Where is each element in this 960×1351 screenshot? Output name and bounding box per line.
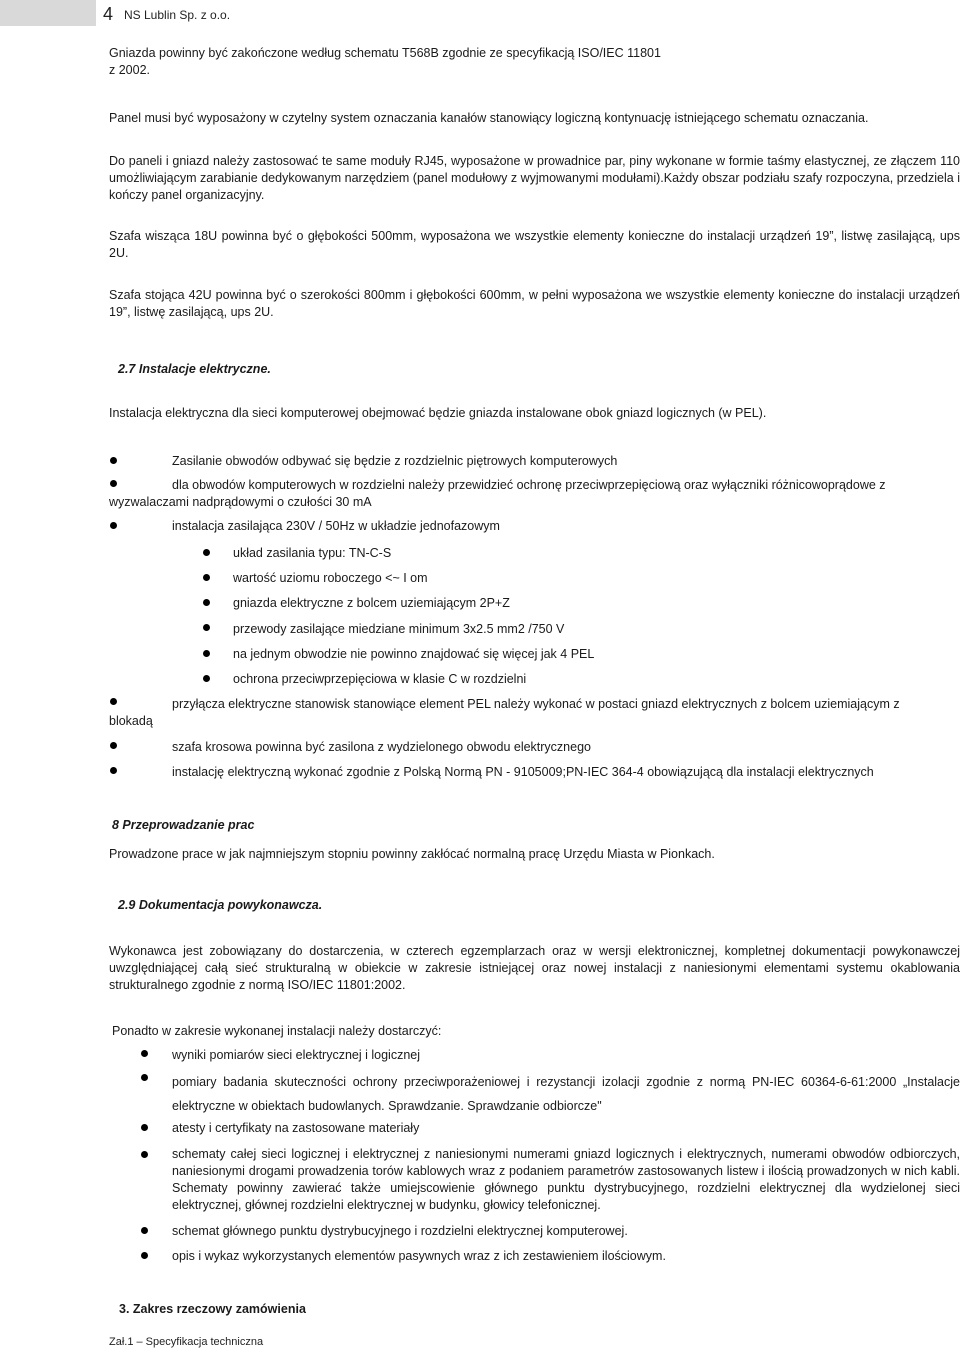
section-heading-2-7: 2.7 Instalacje elektryczne. bbox=[118, 362, 271, 376]
sub-bullet-dot bbox=[203, 624, 210, 631]
page-number: 4 bbox=[103, 4, 114, 24]
bullet-dot bbox=[141, 1074, 148, 1081]
list-item-continuation: wyzwalaczami nadprądowymi o czułości 30 mA bbox=[109, 495, 372, 509]
list-item: dla obwodów komputerowych w rozdzielni należy przewidzieć ochronę przeciwprzepięciową oraz wyłączniki różnicowoprądowe z bbox=[172, 478, 886, 492]
paragraph-standing-cabinet: Szafa stojąca 42U powinna być o szerokości 800mm i głębokości 600mm, w pełni wyposażona we wszystkie elementy konieczne do instalacji urządzeń 19”, listwę zasilającą, ups 2U. bbox=[109, 288, 960, 319]
sub-list-item: na jednym obwodzie nie powinno znajdować się więcej jak 4 PEL bbox=[233, 647, 595, 661]
sub-list-item: przewody zasilające miedziane minimum 3x2.5 mm2 /750 V bbox=[233, 622, 565, 636]
section-2-9-intro: Ponadto w zakresie wykonanej instalacji należy dostarczyć: bbox=[112, 1024, 442, 1038]
paragraph-sockets: Gniazda powinny być zakończone według schematu T568B zgodnie ze specyfikacją ISO/IEC 11801 z 2002. bbox=[109, 46, 661, 77]
bullet-dot bbox=[110, 480, 117, 487]
list-item-continuation: blokadą bbox=[109, 714, 153, 728]
bullet-dot bbox=[110, 742, 117, 749]
paragraph-wall-cabinet: Szafa wisząca 18U powinna być o głębokości 500mm, wyposażona we wszystkie elementy konieczne do instalacji urządzeń 19”, listwę zasilającą, ups 2U. bbox=[109, 229, 960, 260]
list-item: pomiary badania skuteczności ochrony przeciwporażeniowej i rezystancji izolacji zgodnie z normą PN-IEC 60364-6-61:2000 „Instalacje elektryczne w obiektach budowlanych. Sprawdzanie. Sprawdzanie odbiorcze" bbox=[172, 1075, 960, 1113]
list-item: opis i wykaz wykorzystanych elementów pasywnych wraz z ich zestawieniem ilościowym. bbox=[172, 1249, 666, 1263]
list-item: instalację elektryczną wykonać zgodnie z Polską Normą PN - 9105009;PN-IEC 364-4 obowiązującą dla instalacji elektrycznych bbox=[172, 765, 874, 779]
sub-bullet-dot bbox=[203, 574, 210, 581]
bullet-dot bbox=[141, 1252, 148, 1259]
sub-list-item: gniazda elektryczne z bolcem uziemiającym 2P+Z bbox=[233, 596, 510, 610]
paragraph-modules: Do paneli i gniazd należy zastosować te same moduły RJ45, wyposażone w prowadnice par, piny wykonane w formie taśmy elastycznej, ze złączem 110 umożliwiającym zarabianie dedykowanym narzędziem (panel modułowy z wyjmowanymi modułami).Każdy obszar podziału szafy rozpoczyna, przedziela i kończy panel organizacyjny. bbox=[109, 154, 960, 202]
list-item: atesty i certyfikaty na zastosowane materiały bbox=[172, 1121, 420, 1135]
list-item: schemat głównego punktu dystrybucyjnego i rozdzielni elektrycznej komputerowej. bbox=[172, 1224, 628, 1238]
sub-list-item: ochrona przeciwprzepięciowa w klasie C w rozdzielni bbox=[233, 672, 527, 686]
bullet-dot bbox=[110, 522, 117, 529]
list-item: Zasilanie obwodów odbywać się będzie z rozdzielnic piętrowych komputerowych bbox=[172, 454, 618, 468]
section-2-9-text: Wykonawca jest zobowiązany do dostarczenia, w czterech egzemplarzach oraz w wersji elektronicznej, kompletnej dokumentacji powykonawczej uwzględniającej całą sieć strukturalną w obiekcie w zakresie istniejącej oraz nowej instalacji z naniesionymi elementami systemu okablowania strukturalnego zgodnie z normą ISO/IEC 11801:2002. bbox=[109, 944, 960, 992]
bullet-dot bbox=[110, 767, 117, 774]
bullet-dot bbox=[110, 698, 117, 705]
sub-bullet-dot bbox=[203, 599, 210, 606]
bullet-dot bbox=[110, 457, 117, 464]
paragraph-panel: Panel musi być wyposażony w czytelny system oznaczania kanałów stanowiący logiczną kontynuację istniejącego schematu oznaczania. bbox=[109, 111, 869, 125]
list-item: schematy całej sieci logicznej i elektrycznej z naniesionymi numerami gniazd logicznych i elektrycznych, numerami obwodów odbiorczych, naniesionymi drogami prowadzenia torów kablowych wraz z podaniem parametrów zastosowanych listew i ilością prowadzonych w nich kabli. Schematy powinny zawierać także umiejscowienie głównego punktu dystrybucyjnego, rozdzielni elektrycznej dla wydzielonej sieci elektrycznej, głównej rozdzielni elektrycznej w budynku, głowicy telefonicznej. bbox=[172, 1147, 960, 1212]
list-item: instalacja zasilająca 230V / 50Hz w układzie jednofazowym bbox=[172, 519, 500, 533]
list-item: szafa krosowa powinna być zasilona z wydzielonego obwodu elektrycznego bbox=[172, 740, 591, 754]
section-heading-3: 3. Zakres rzeczowy zamówienia bbox=[119, 1302, 306, 1316]
sub-list-item: wartość uziomu roboczego <~ I om bbox=[233, 571, 428, 585]
sub-list-item: układ zasilania typu: TN-C-S bbox=[233, 546, 392, 560]
company-name: NS Lublin Sp. z o.o. bbox=[124, 8, 231, 22]
sub-bullet-dot bbox=[203, 650, 210, 657]
header-tab bbox=[0, 0, 96, 26]
list-item: wyniki pomiarów sieci elektrycznej i logicznej bbox=[172, 1048, 421, 1062]
page-footer: Zał.1 – Specyfikacja techniczna bbox=[109, 1336, 264, 1348]
bullet-dot bbox=[141, 1050, 148, 1057]
section-2-7-intro: Instalacja elektryczna dla sieci komputerowej obejmować będzie gniazda instalowane obok gniazd logicznych (w PEL). bbox=[109, 406, 767, 420]
section-heading-8: 8 Przeprowadzanie prac bbox=[112, 818, 255, 832]
bullet-dot bbox=[141, 1227, 148, 1234]
sub-bullet-dot bbox=[203, 549, 210, 556]
section-heading-2-9: 2.9 Dokumentacja powykonawcza. bbox=[118, 898, 323, 912]
bullet-dot bbox=[141, 1124, 148, 1131]
bullet-dot bbox=[141, 1151, 148, 1158]
section-8-text: Prowadzone prace w jak najmniejszym stopniu powinny zakłócać normalną pracę Urzędu Miasta w Pionkach. bbox=[109, 847, 715, 861]
list-item: przyłącza elektryczne stanowisk stanowiące element PEL należy wykonać w postaci gniazd elektrycznych z bolcem uziemiającym z bbox=[172, 697, 900, 711]
sub-bullet-dot bbox=[203, 675, 210, 682]
